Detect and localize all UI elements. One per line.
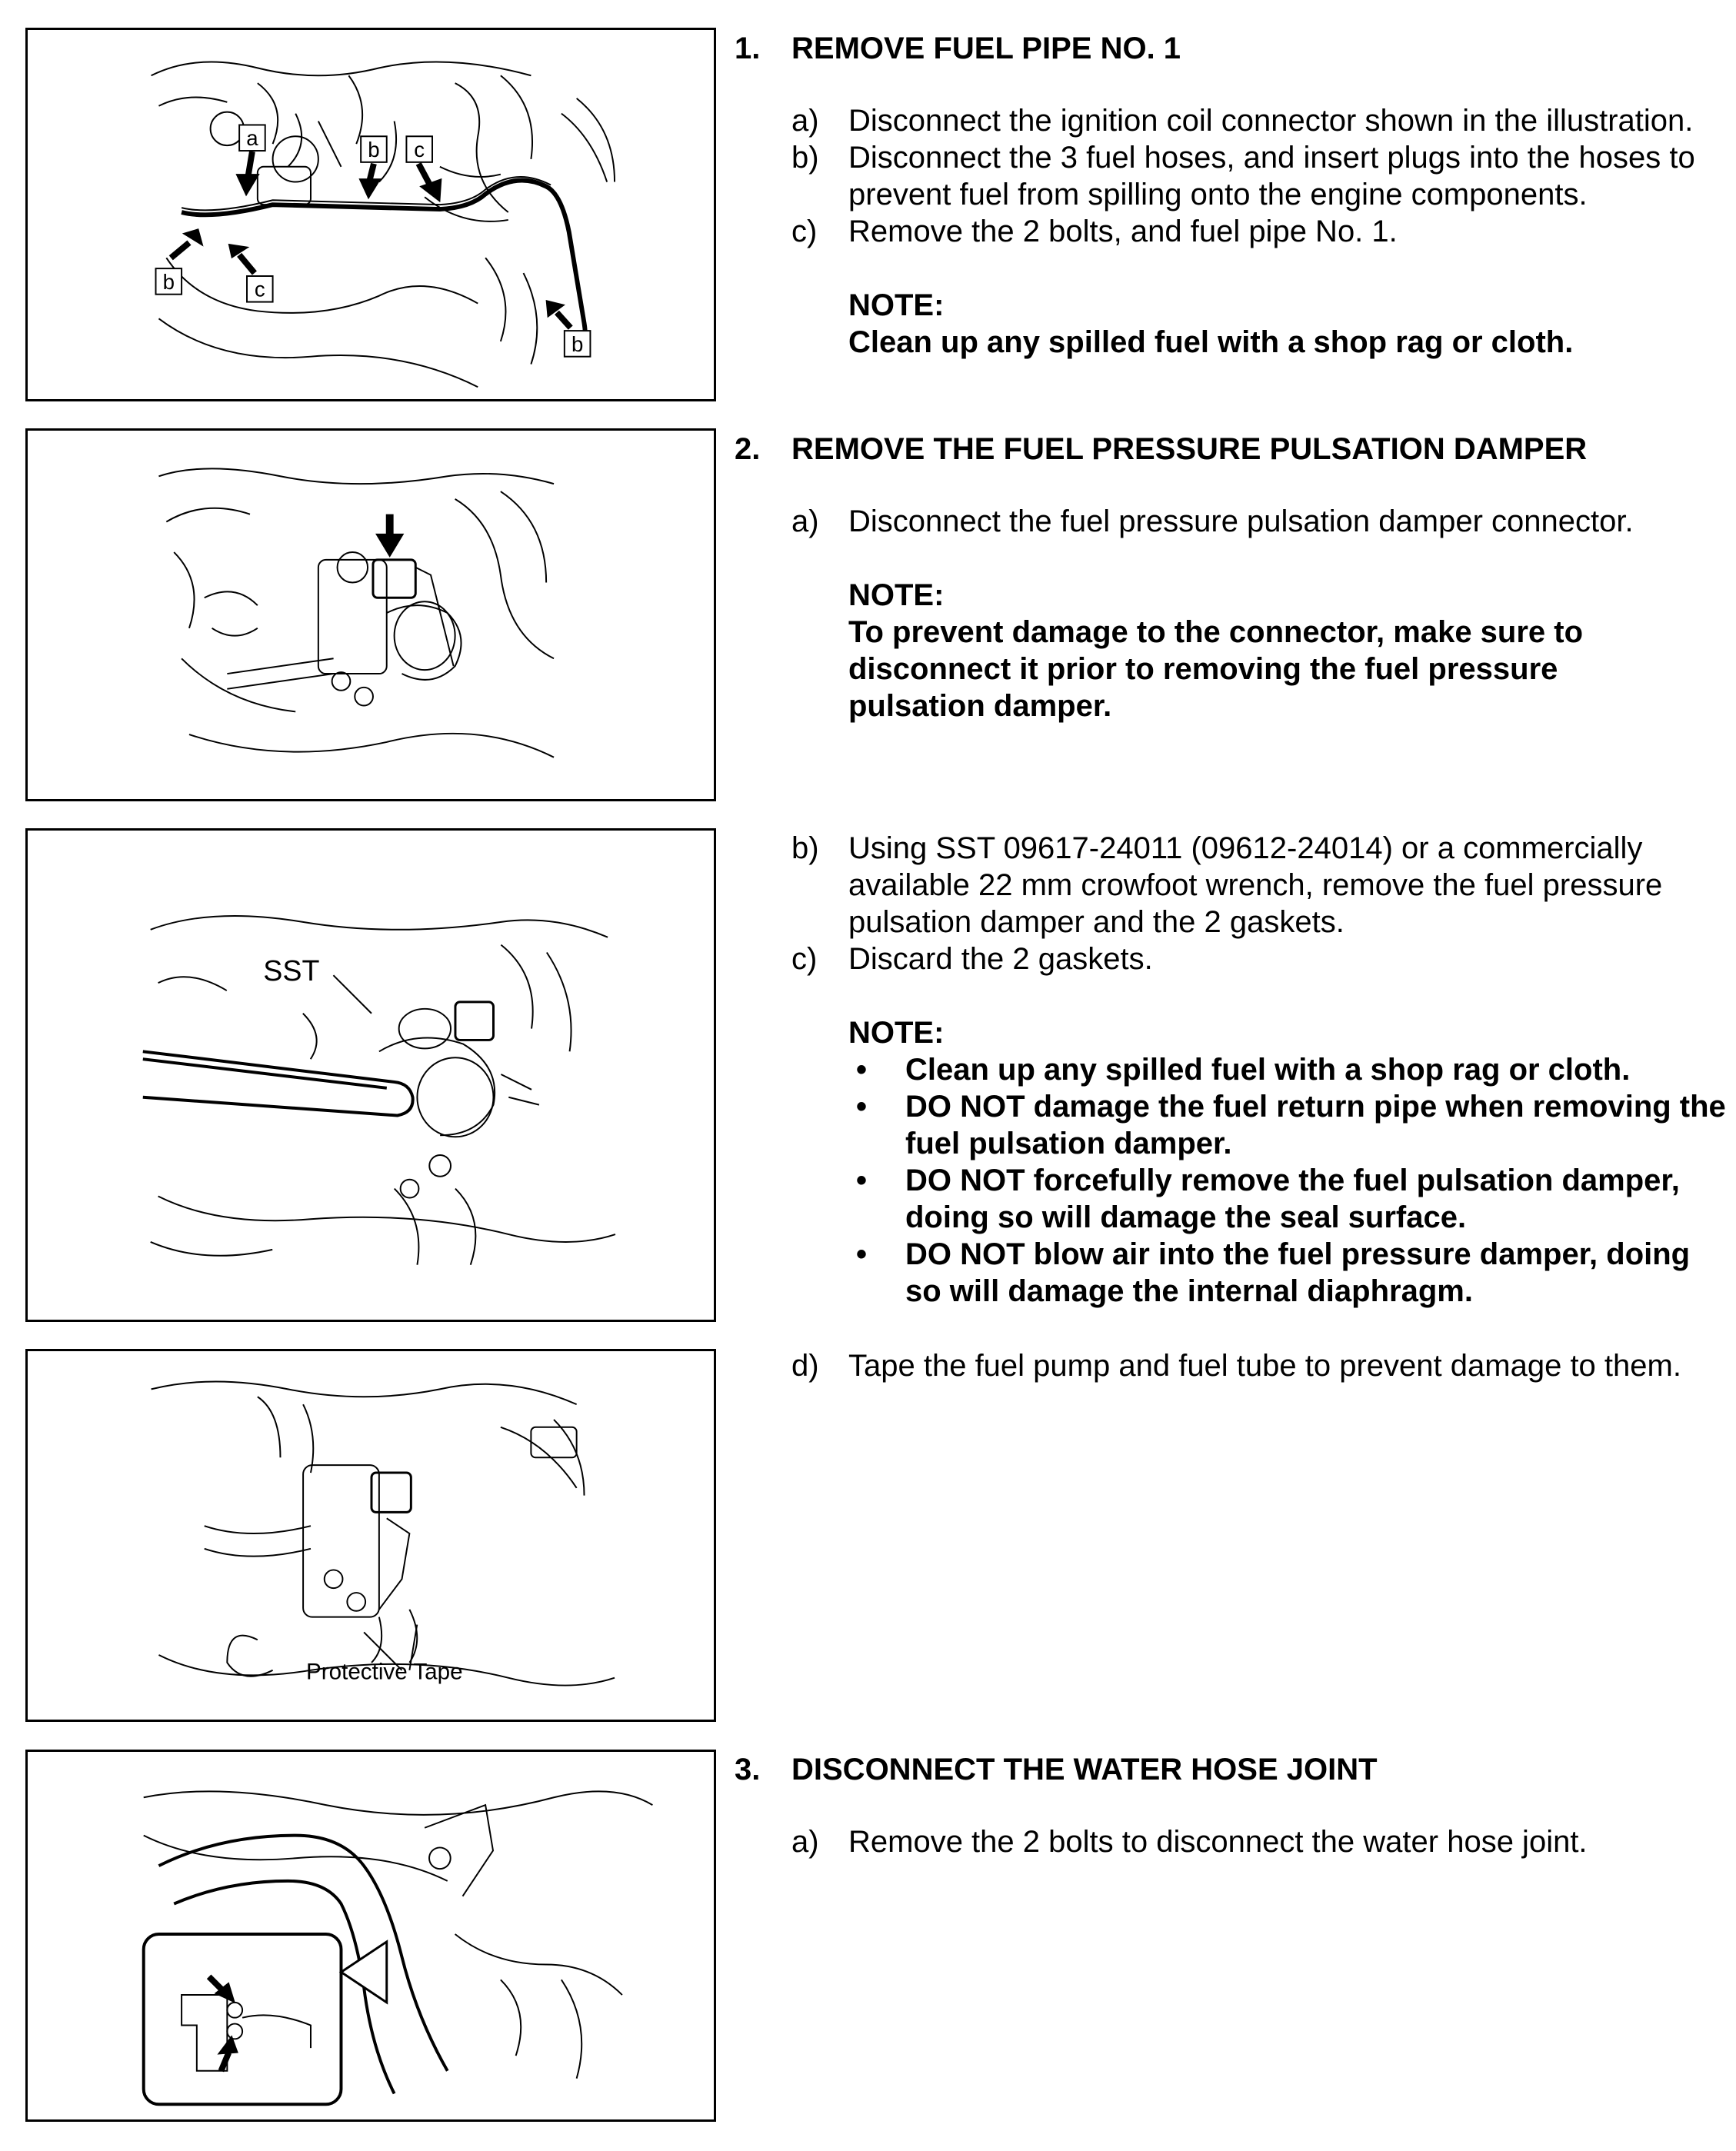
figure-pulsation-damper-connector [25, 428, 716, 801]
step3-number: 3. [735, 1753, 761, 1786]
callout-b-left [155, 268, 182, 295]
step2-heading [735, 431, 1727, 468]
svg-text:b: b [368, 137, 380, 161]
figure-water-hose-joint [25, 1750, 716, 2122]
water-hose-illustration [28, 1752, 714, 2119]
step2-note-a-text: To prevent damage to the connector, make sure to disconnect it prior to removing the fuel pressure pulsation damper. [848, 615, 1584, 723]
sst-wrench-illustration [28, 831, 714, 1320]
svg-text:b: b [162, 269, 175, 294]
step1-item-b: b) Disconnect the 3 fuel hoses, and insert plugs into the hoses to prevent fuel from spilling onto the engine components. [791, 141, 1695, 211]
step2-section-d [735, 1347, 1727, 1384]
callout-b-top [361, 136, 387, 162]
step3-section [735, 1751, 1727, 1860]
step2-bullet: • DO NOT damage the fuel return pipe when removing the fuel pulsation damper. [856, 1090, 1726, 1160]
step3-heading [735, 1751, 1727, 1788]
callout-c-top [406, 136, 432, 162]
step2-bullet: • DO NOT blow air into the fuel pressure damper, doing so will damage the internal diaphragm. [856, 1237, 1691, 1308]
callout-c-left [247, 276, 273, 302]
step2-note-a-label: NOTE: [848, 578, 945, 612]
step1-item-a: a) Disconnect the ignition coil connector shown in the illustration. [791, 104, 1694, 138]
svg-text:b: b [571, 331, 584, 356]
figure-fuel-pipe-no1 [25, 28, 716, 401]
sst-label: SST [263, 954, 320, 987]
damper-connector-illustration [28, 431, 714, 799]
step1-number: 1. [735, 32, 761, 65]
arrow-down [376, 514, 404, 557]
callout-a [239, 125, 265, 151]
callout-b-right [565, 331, 591, 357]
step2-item-c: c) Discard the 2 gaskets. [791, 942, 1153, 976]
step1-section [735, 30, 1727, 361]
step2-section [735, 431, 1727, 724]
step2-section-b [735, 830, 1727, 1310]
fuel-pipe-illustration [28, 30, 714, 399]
step2-number: 2. [735, 432, 761, 466]
detail-inset [144, 1934, 342, 2104]
step2-item-d: d) Tape the fuel pump and fuel tube to prevent damage to them. [791, 1349, 1681, 1383]
step3-item-a: a) Remove the 2 bolts to disconnect the water hose joint. [791, 1825, 1588, 1859]
protective-tape-label: Protective Tape [306, 1659, 463, 1685]
step3-title: DISCONNECT THE WATER HOSE JOINT [791, 1753, 1378, 1786]
svg-text:a: a [246, 126, 258, 151]
figure-sst-wrench [25, 828, 716, 1322]
step1-note-text: Clean up any spilled fuel with a shop rag or cloth. [848, 325, 1574, 359]
svg-text:c: c [254, 277, 265, 301]
step2-bullet: • Clean up any spilled fuel with a shop rag or cloth. [856, 1053, 1631, 1087]
protective-tape-illustration [28, 1351, 714, 1720]
step1-heading [735, 30, 1727, 67]
step2-note-b-label: NOTE: [848, 1016, 945, 1050]
sst-leader-line [333, 975, 372, 1014]
svg-text:c: c [414, 137, 425, 161]
step2-item-b: b) Using SST 09617-24011 (09612-24014) or a commercially available 22 mm crowfoot wrench, remove the fuel pressure pulsation damper and the 2 gaskets. [791, 831, 1663, 939]
step1-title: REMOVE FUEL PIPE NO. 1 [791, 32, 1181, 65]
step2-item-a: a) Disconnect the fuel pressure pulsation damper connector. [791, 504, 1634, 538]
step1-note-label: NOTE: [848, 288, 945, 322]
figure-protective-tape [25, 1349, 716, 1722]
sst-bar [143, 1051, 413, 1115]
step2-title: REMOVE THE FUEL PRESSURE PULSATION DAMPER [791, 432, 1588, 466]
step1-item-c: c) Remove the 2 bolts, and fuel pipe No. 1. [791, 215, 1398, 248]
step2-bullet: • DO NOT forcefully remove the fuel pulsation damper, doing so will damage the seal surface. [856, 1164, 1680, 1234]
